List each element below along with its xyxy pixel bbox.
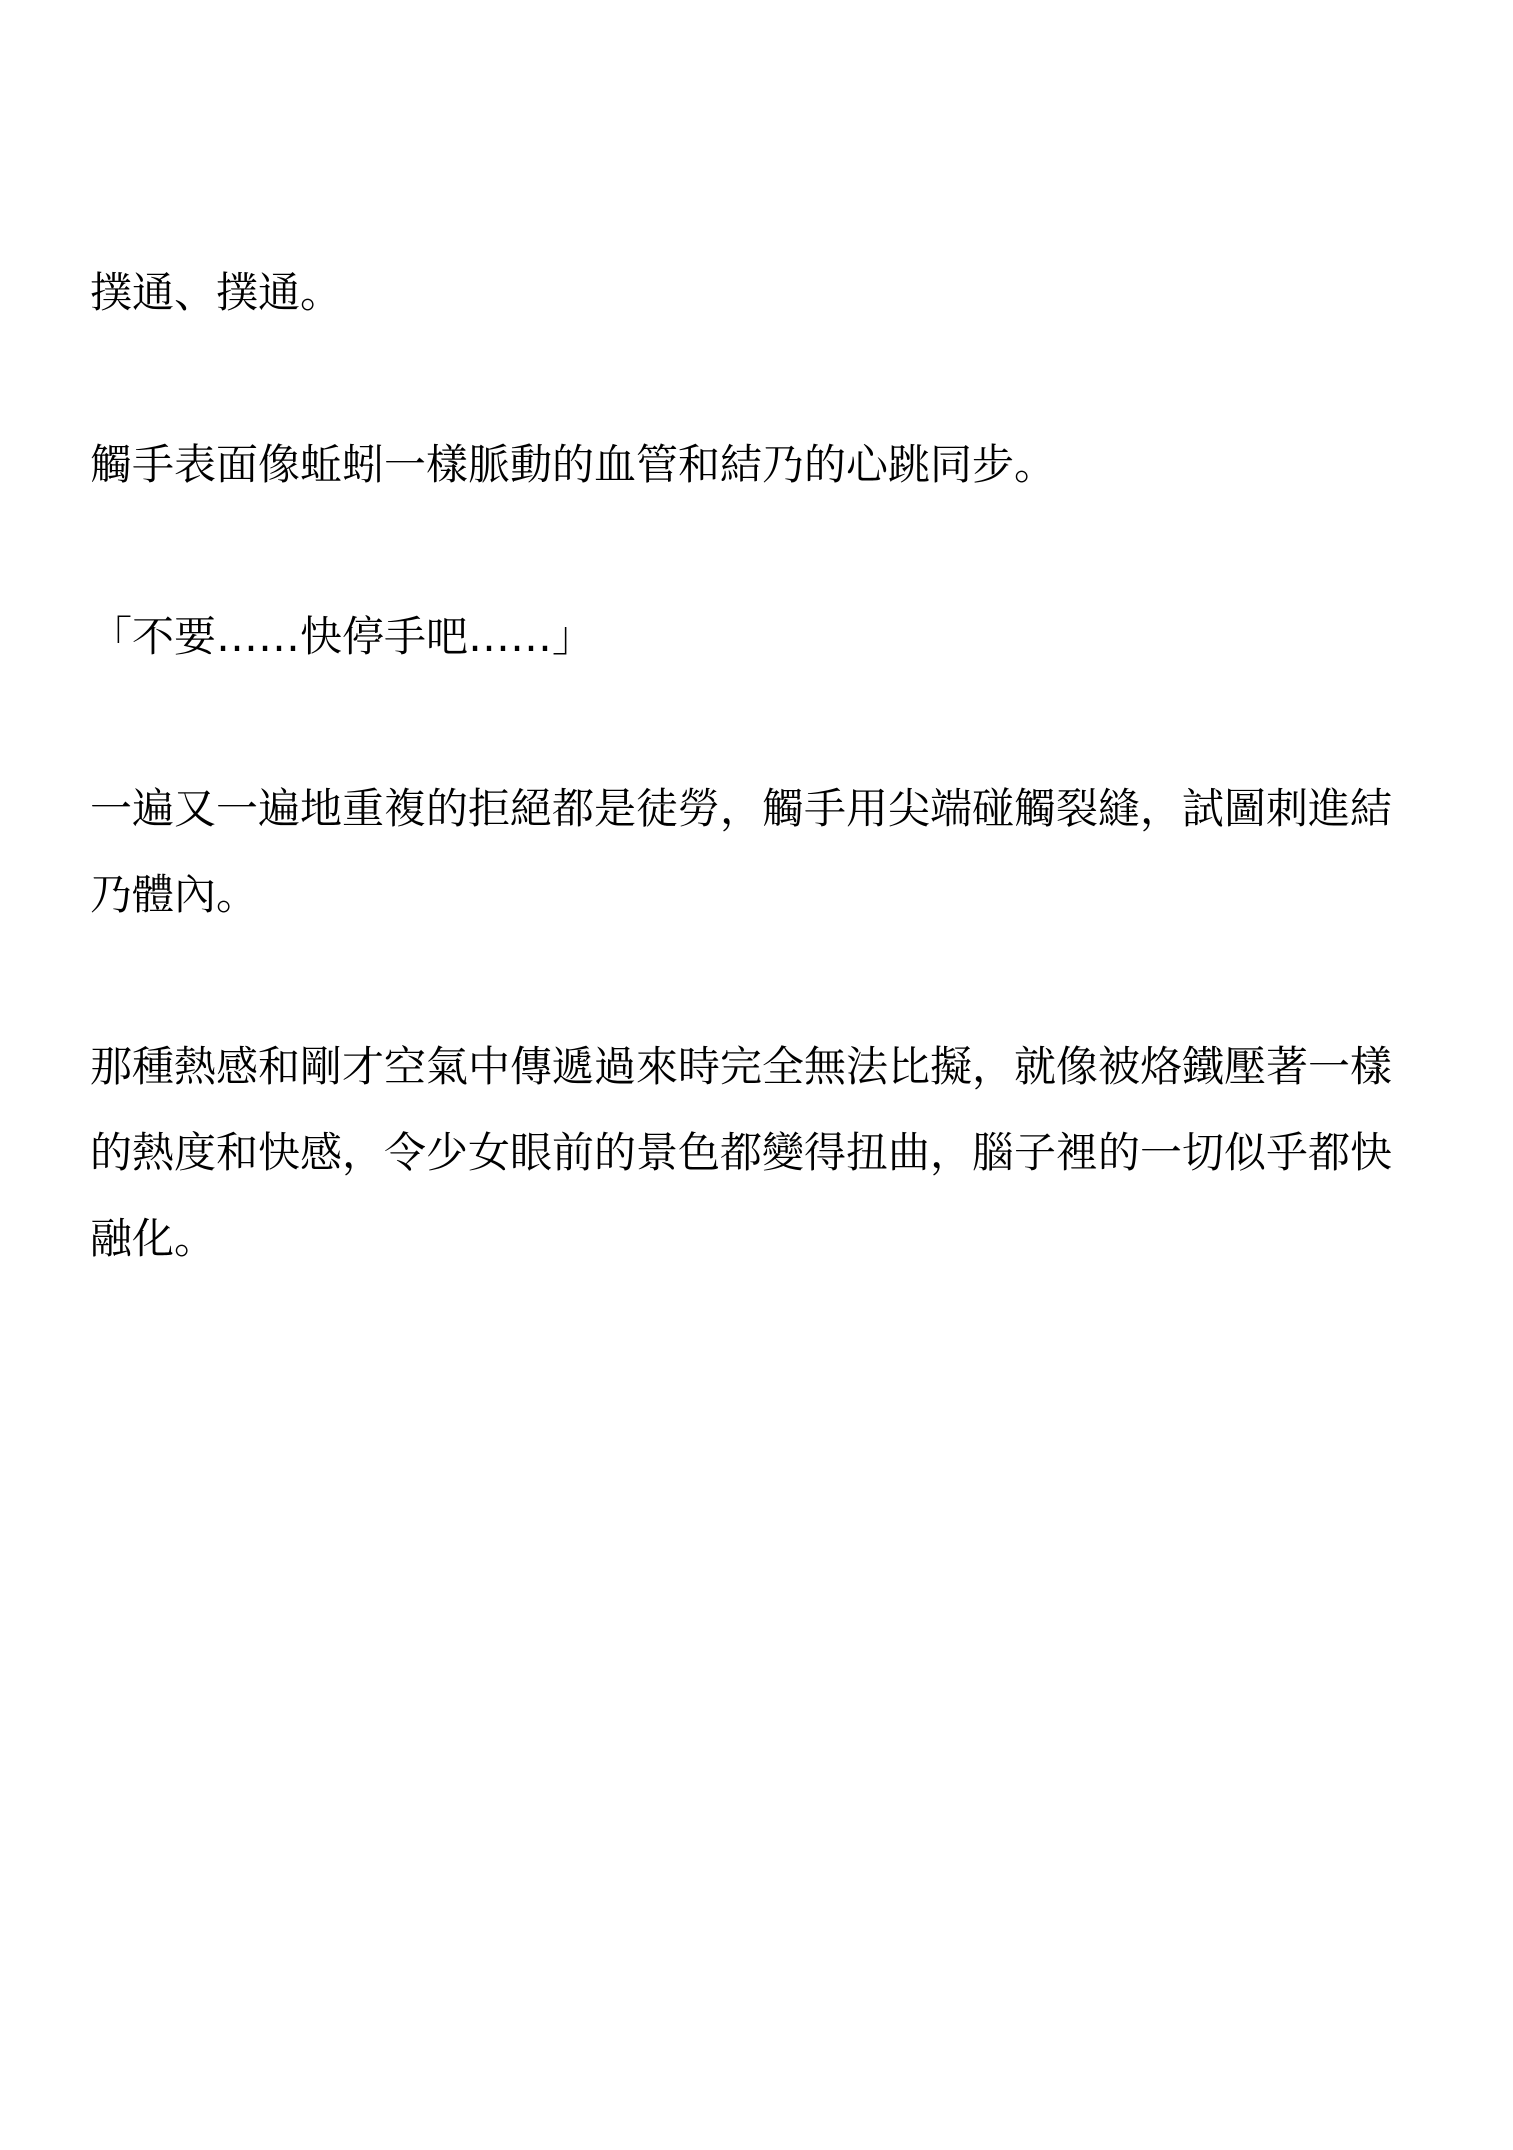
- paragraph-dialogue: 「不要……快停手吧……」: [90, 612, 595, 661]
- paragraph-refusal: 一遍又一遍地重複的拒絕都是徒勞，觸手用尖端碰觸裂縫，試圖刺進結乃體內。: [90, 784, 1393, 919]
- story-text: [90, 250, 1430, 1368]
- paragraph-tentacle-pulse: 觸手表面像蚯蚓一樣脈動的血管和結乃的心跳同步。: [90, 440, 1057, 489]
- paragraph-sensation: 那種熱感和剛才空氣中傳遞過來時完全無法比擬，就像被烙鐵壓著一樣的熱度和快感，令少女眼前的景色都變得扭曲，腦子裡的一切似乎都快融化。: [90, 1042, 1393, 1263]
- paragraph-heartbeat: 撲通、撲通。: [90, 268, 343, 317]
